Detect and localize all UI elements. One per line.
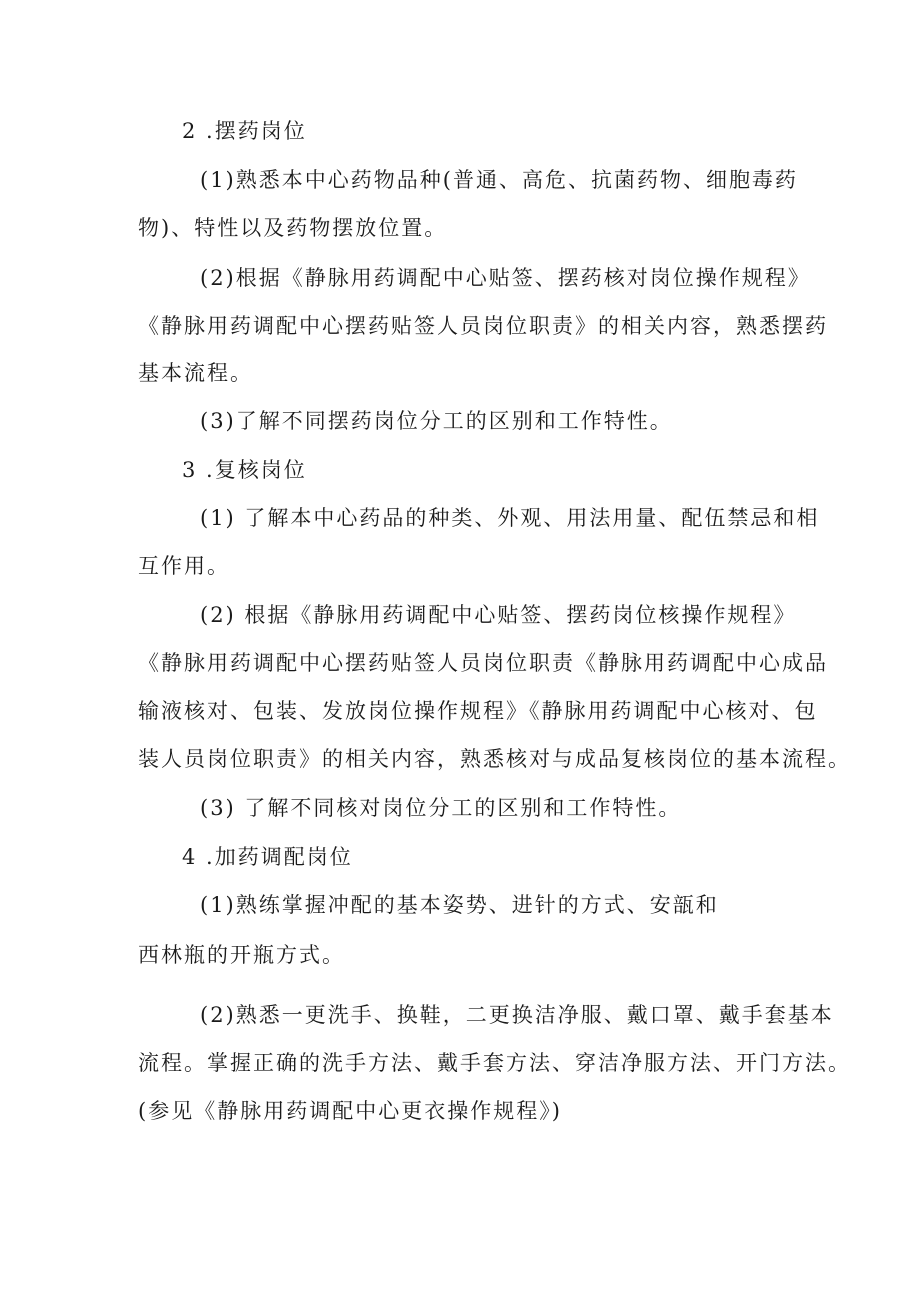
paragraph-line: 《静脉用药调配中心摆药贴签人员岗位职责《静脉用药调配中心成品 xyxy=(138,651,828,675)
paragraph-line: 基本流程。 xyxy=(138,361,253,385)
paragraph-line: (2)熟悉一更洗手、换鞋，二更换洁净服、戴口罩、戴手套基本 xyxy=(200,1003,834,1027)
section-heading-4: 4 .加药调配岗位 xyxy=(182,845,353,869)
section-heading-2: 2 .摆药岗位 xyxy=(182,119,307,143)
paragraph-line: (1)熟悉本中心药物品种(普通、高危、抗菌药物、细胞毒药 xyxy=(200,168,798,192)
paragraph-line: 输液核对、包装、发放岗位操作规程》《静脉用药调配中心核对、包 xyxy=(138,699,818,723)
paragraph-line: (参见《静脉用药调配中心更衣操作规程》) xyxy=(138,1099,562,1123)
section-heading-3: 3 .复核岗位 xyxy=(182,458,307,482)
paragraph-line: 流程。掌握正确的洗手方法、戴手套方法、穿洁净服方法、开门方法。 xyxy=(138,1051,851,1075)
paragraph-line: (2)根据《静脉用药调配中心贴签、摆药核对岗位操作规程》 xyxy=(200,266,811,290)
paragraph-line: (1) 了解本中心药品的种类、外观、用法用量、配伍禁忌和相 xyxy=(200,506,820,530)
paragraph-line: 互作用。 xyxy=(138,554,230,578)
paragraph-line: 物)、特性以及药物摆放位置。 xyxy=(138,216,448,240)
paragraph-line: (3) 了解不同核对岗位分工的区别和工作特性。 xyxy=(200,796,682,820)
paragraph-line: (3)了解不同摆药岗位分工的区别和工作特性。 xyxy=(200,409,673,433)
paragraph-line: (2) 根据《静脉用药调配中心贴签、摆药岗位核操作规程》 xyxy=(200,603,797,627)
paragraph-line: (1)熟练掌握冲配的基本姿势、进针的方式、安瓿和 xyxy=(200,893,719,917)
paragraph-line: 《静脉用药调配中心摆药贴签人员岗位职责》的相关内容，熟悉摆药 xyxy=(138,314,828,338)
paragraph-line: 装人员岗位职责》的相关内容，熟悉核对与成品复核岗位的基本流程。 xyxy=(138,747,851,771)
paragraph-line: 西林瓶的开瓶方式。 xyxy=(138,943,345,967)
